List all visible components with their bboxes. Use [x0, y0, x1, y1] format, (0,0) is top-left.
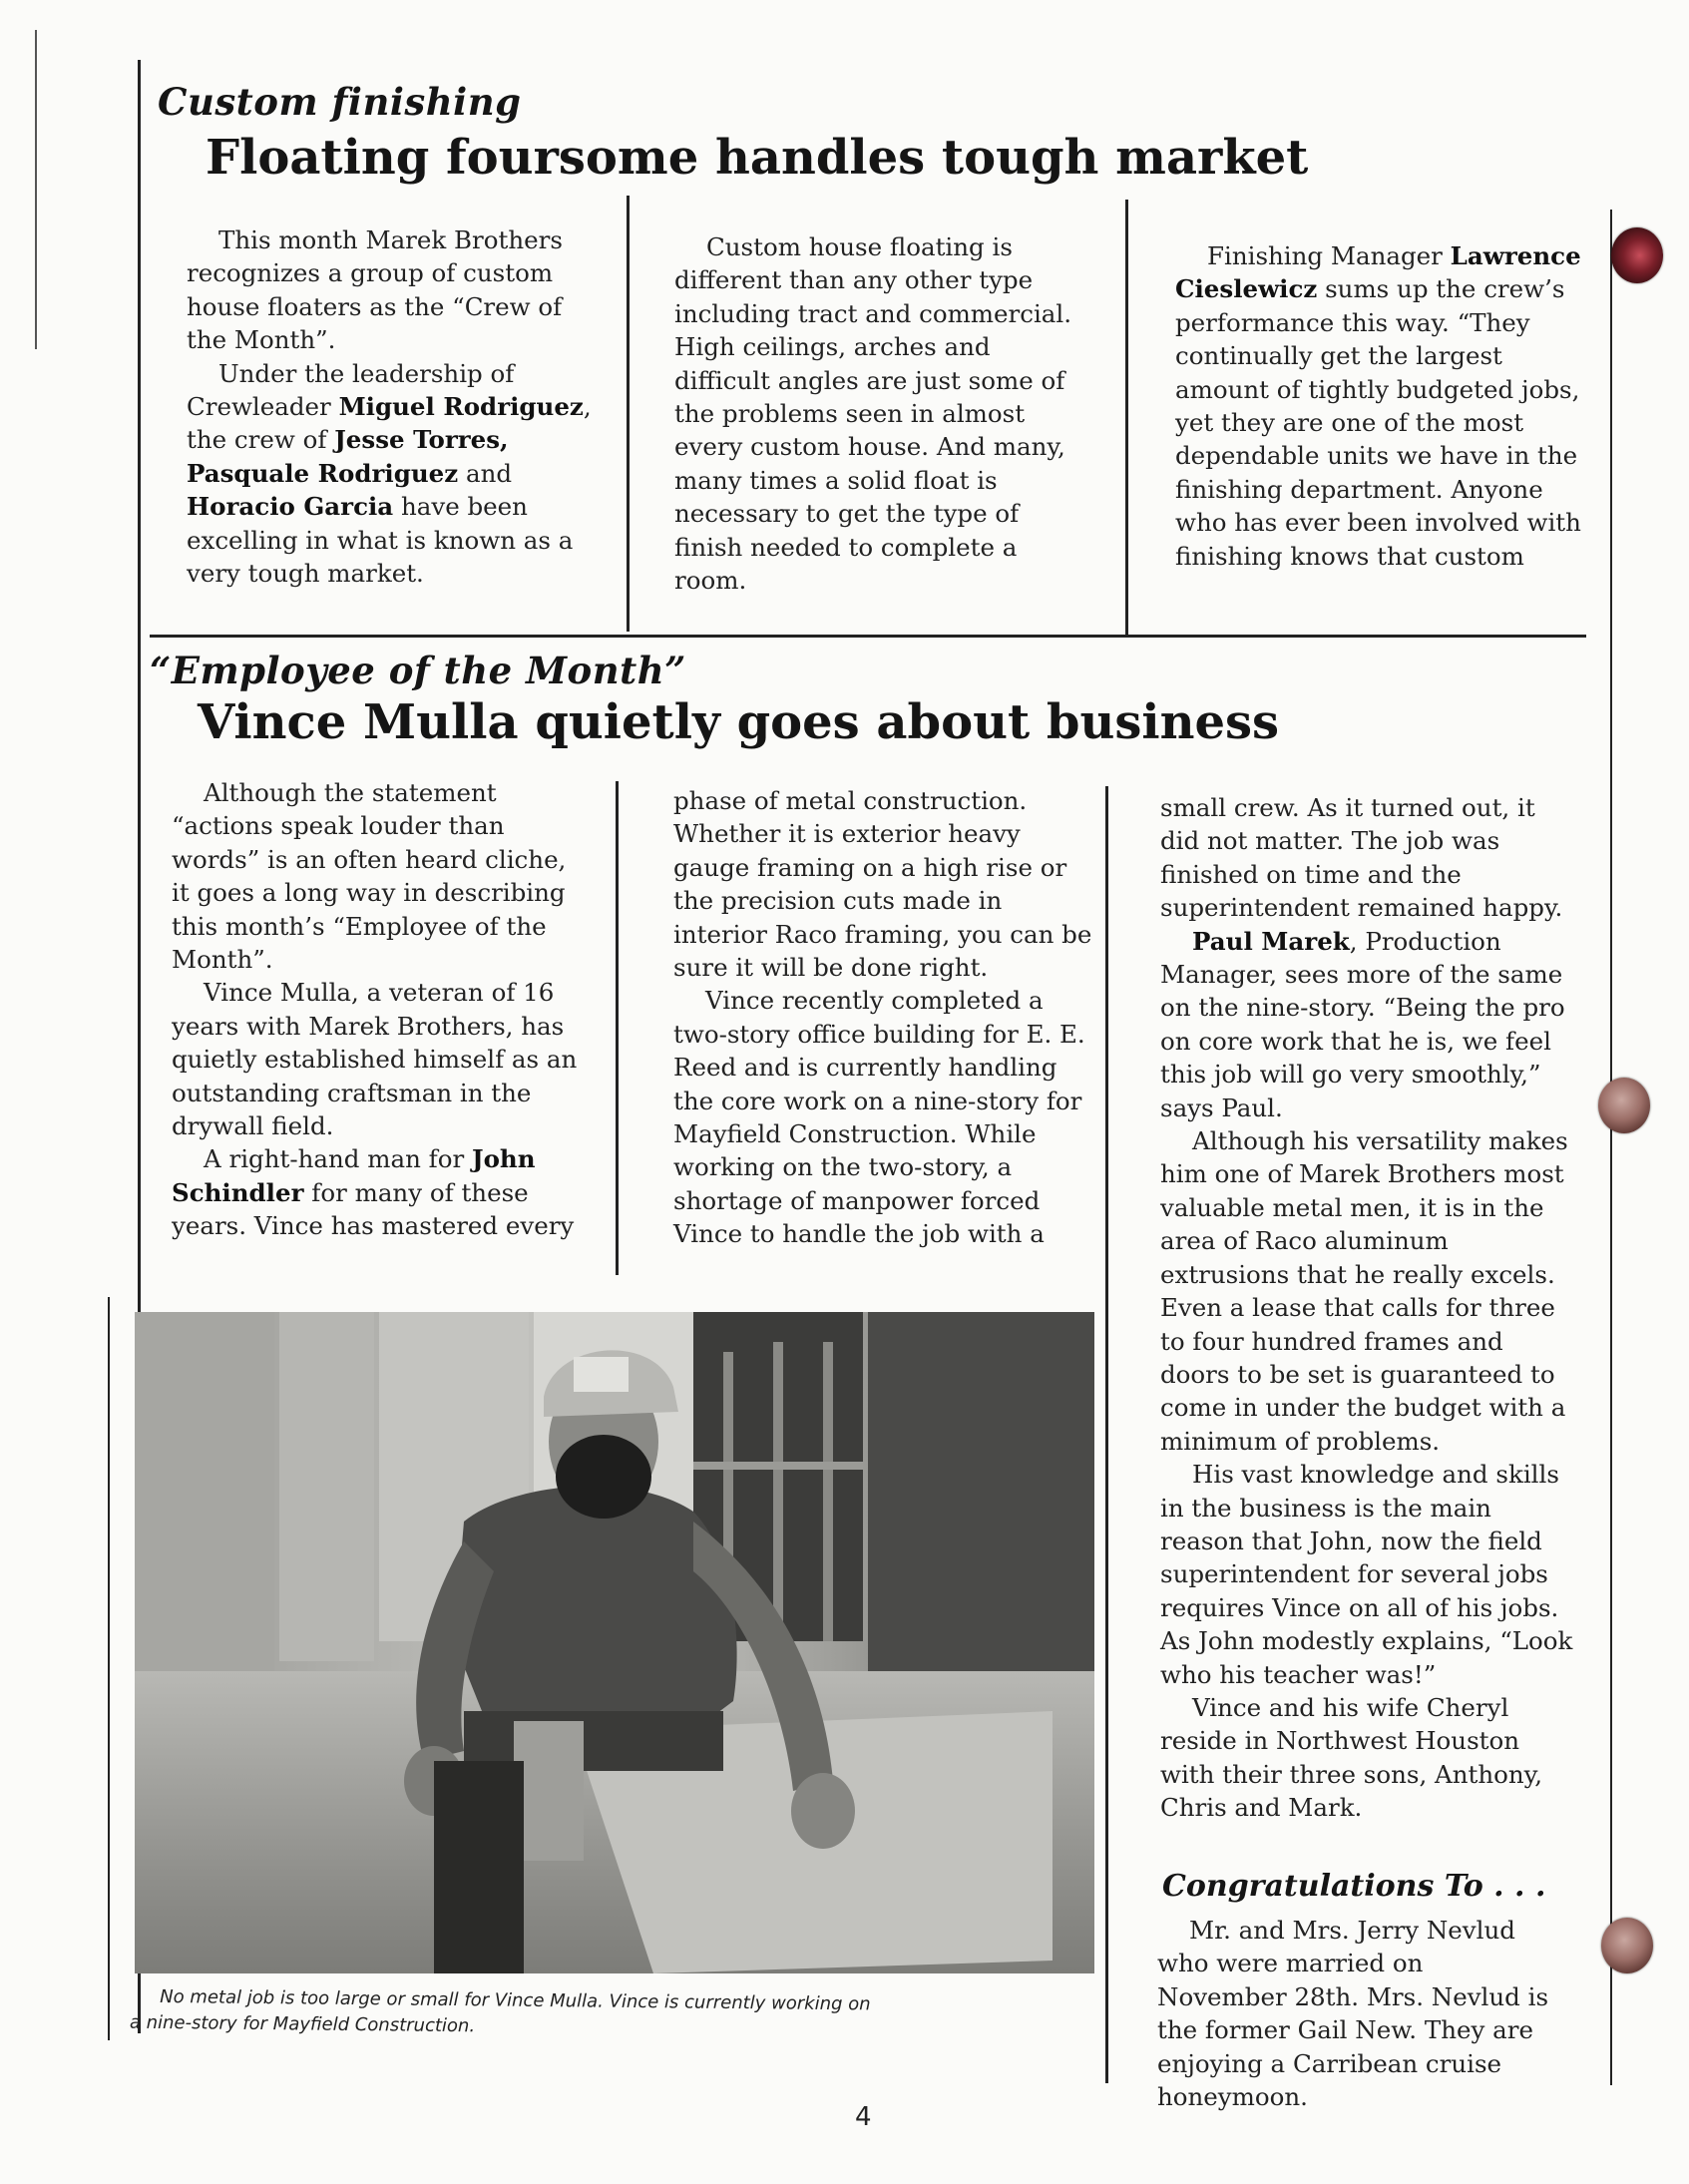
article2-col3-paragraph-5: Vince and his wife Cheryl reside in Northwest Houston with their three sons, Anthony, Chris and Mark. — [1160, 1692, 1543, 1823]
vince-mulla-photo — [135, 1312, 1094, 1973]
article2-col2-paragraph-2: Vince recently completed a two-story office building for E. E. Reed and is currently handling the core work on a nine-story for Mayfield Construction. While working on the two-story, a shortage of manpower forced Vince to handle the job with a — [673, 986, 1085, 1249]
binder-hole-top — [1611, 227, 1663, 283]
article2-headline: Vince Mulla quietly goes about business — [198, 694, 1280, 750]
article1-col3-paragraph-1: Finishing Manager Lawrence Cieslewicz sums up the crew’s performance this way. “They continually get the largest amount of tightly budgeted jobs, yet they are one of the most dependable units we have in the finishing department. Anyone who has ever been involved with finishing knows that custom — [1175, 241, 1581, 571]
photo-caption-line-1: No metal job is too large or small for Vince Mulla. Vince is currently working on — [160, 1985, 871, 2015]
photo-caption-line-2: a nine-story for Mayfield Construction. — [129, 2011, 476, 2037]
article2-col3-paragraph-4: His vast knowledge and skills in the business is the main reason that John, now the field superintendent for several jobs requires Vince on all of his jobs. As John modestly explains, “Look who his teacher was!” — [1160, 1460, 1573, 1689]
crew-name-garcia: Horacio Garcia — [187, 492, 394, 522]
article1-col1-paragraph-2: Under the leadership of Crewleader Miguel Rodriguez, the crew of Jesse Torres, Pasquale Rodriguez and Horacio Garcia have been excelling in what is known as a very tough market. — [187, 358, 592, 589]
article2-column-divider-1 — [616, 781, 619, 1275]
right-margin-rule — [1610, 210, 1612, 2085]
article1-column-1 — [187, 223, 606, 590]
paul-marek-name: Paul Marek — [1192, 926, 1350, 956]
article2-col3-paragraph-3: Although his versatility makes him one of Marek Brothers most valuable metal men, it is in the area of Raco aluminum extrusions that he really excels. Even a lease that calls for three to four hundred frames and doors to be set is guaranteed to come in under the budget with a minimum of problems. — [1160, 1126, 1568, 1456]
congratulations-text-block — [1157, 1914, 1556, 2113]
photo-left-rule — [108, 1297, 110, 2040]
binder-hole-middle — [1598, 1078, 1650, 1133]
binder-hole-bottom — [1601, 1918, 1653, 1973]
photo-caption — [130, 1984, 958, 2045]
article1-column-divider-1 — [627, 196, 630, 632]
article1-col2-paragraph-1: Custom house floating is different than any other type including tract and commercial. High ceilings, arches and difficult angles are just some of the problems seen in almost every custom house. And many, many times a solid float is necessary to get the type of finish needed to complete a room. — [674, 232, 1072, 596]
article2-col2-paragraph-1: phase of metal construction. Whether it is exterior heavy gauge framing on a high rise or the precision cuts made in interior Raco framing, you can be sure it will be done right. — [673, 786, 1092, 983]
article2-column-2 — [673, 784, 1092, 1251]
page-number: 4 — [855, 2102, 872, 2132]
article1-column-2 — [674, 230, 1093, 597]
crew-names: Jesse Torres, Pasquale Rodriguez — [187, 425, 509, 488]
crewleader-name: Miguel Rodriguez — [338, 392, 584, 422]
congratulations-title: Congratulations To . . . — [1162, 1869, 1546, 1904]
article2-column-3 — [1160, 791, 1574, 1825]
john-schindler-name: John Schindler — [172, 1144, 536, 1207]
article2-col3-paragraph-1: small crew. As it turned out, it did not matter. The job was finished on time and the superintendent remained happy. — [1160, 793, 1563, 923]
article2-column-divider-2 — [1105, 786, 1108, 2083]
article1-column-divider-2 — [1125, 200, 1128, 636]
article1-kicker: Custom finishing — [158, 80, 522, 124]
section-divider-rule — [150, 635, 1586, 638]
article1-headline: Floating foursome handles tough market — [206, 130, 1309, 186]
binding-edge-rule — [35, 30, 37, 349]
article2-column-1 — [172, 776, 591, 1243]
article2-kicker: “Employee of the Month” — [150, 649, 686, 692]
article2-col3-paragraph-2: Paul Marek, Production Manager, sees more of the same on the nine-story. “Being the pro on core work that he is, we feel this job will go very smoothly,” says Paul. — [1160, 926, 1565, 1122]
finishing-manager-name: Lawrence Cieslewicz — [1175, 241, 1581, 304]
article2-col1-paragraph-1: Although the statement “actions speak louder than words” is an often heard cliche, it goes a long way in describing this month’s “Employee of the Month”. — [172, 778, 567, 975]
article1-column-3 — [1175, 239, 1584, 573]
article2-col1-paragraph-2: Vince Mulla, a veteran of 16 years with Marek Brothers, has quietly established himself as an outstanding craftsman in the drywall field. — [172, 978, 578, 1141]
article1-col1-paragraph-1: This month Marek Brothers recognizes a group of custom house floaters as the “Crew of the Month”. — [187, 225, 563, 355]
congratulations-text: Mr. and Mrs. Jerry Nevlud who were married on November 28th. Mrs. Nevlud is the former Gail New. They are enjoying a Carribean cruise honeymoon. — [1157, 1916, 1549, 2112]
article2-col1-paragraph-3: A right-hand man for John Schindler for many of these years. Vince has mastered every — [172, 1144, 575, 1241]
